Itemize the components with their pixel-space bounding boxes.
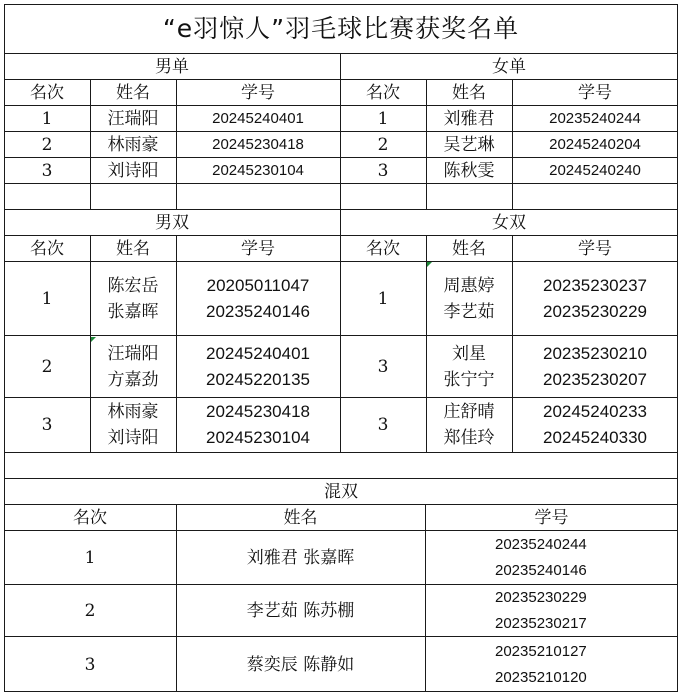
- player-id: 20235240146: [495, 562, 587, 579]
- mixed-doubles-rank: 3: [84, 654, 96, 675]
- womens-doubles-names: [426, 262, 512, 336]
- player-name: 张嘉晖: [107, 302, 159, 322]
- womens-singles-id: 20245240204: [549, 136, 641, 153]
- grid-line: [4, 335, 678, 336]
- player-id: 20245240330: [542, 428, 647, 447]
- mens-doubles-ids: [176, 262, 340, 336]
- womens-doubles-rank: 3: [377, 357, 389, 377]
- cell-marker-icon: [427, 262, 432, 267]
- mixed-doubles-names: 李艺茹 陈苏棚: [246, 601, 355, 621]
- womens-singles-name: 吴艺琳: [443, 135, 495, 155]
- womens-doubles-names: [426, 336, 512, 398]
- womens-singles-id-header: 学号: [578, 83, 612, 103]
- player-id: 20235210120: [495, 668, 587, 686]
- grid-line: [4, 183, 678, 184]
- mixed-doubles-rank: 2: [84, 601, 96, 621]
- grid-line: [4, 157, 678, 158]
- player-id: 20235210127: [495, 642, 587, 660]
- womens-doubles-rank: 3: [377, 415, 389, 435]
- grid-line: [90, 79, 91, 210]
- player-name: 李艺茹: [443, 302, 495, 322]
- mixed-doubles-ids: [425, 637, 678, 692]
- grid-line: [4, 478, 678, 479]
- mens-singles-name: 刘诗阳: [107, 161, 159, 181]
- grid-line: [4, 452, 678, 453]
- mens-doubles-id-header: 学号: [241, 239, 275, 259]
- mens-doubles-name-header: 姓名: [116, 239, 150, 259]
- grid-line: [176, 504, 177, 692]
- player-id: 20235230229: [495, 589, 587, 606]
- mixed-doubles-ids: [425, 531, 678, 585]
- grid-line: [4, 53, 678, 54]
- mens-doubles-rank: 2: [41, 357, 53, 377]
- womens-singles-name: 刘雅君: [443, 109, 495, 129]
- grid-line: [4, 261, 678, 262]
- womens-doubles-names: [426, 398, 512, 452]
- womens-singles-rank: 1: [377, 109, 389, 129]
- grid-line: [4, 397, 678, 398]
- womens-doubles-rank: 1: [377, 289, 389, 309]
- mens-singles-rank-header: 名次: [30, 83, 64, 103]
- womens-doubles-rank-header: 名次: [366, 239, 400, 259]
- womens-singles-rank-header: 名次: [366, 83, 400, 103]
- mens-doubles-names: [90, 262, 176, 336]
- player-id: 20245230418: [205, 402, 310, 421]
- womens-doubles-ids: [512, 262, 678, 336]
- player-id: 20245220135: [205, 370, 310, 389]
- womens-singles-rank: 2: [377, 135, 389, 155]
- cell-marker-icon: [91, 337, 96, 342]
- player-id: 20235230229: [542, 302, 647, 321]
- grid-line: [90, 235, 91, 453]
- grid-line: [4, 235, 678, 236]
- mens-doubles-ids: [176, 398, 340, 452]
- player-id: 20245230104: [205, 428, 310, 447]
- mens-singles-label: 男单: [155, 57, 189, 77]
- womens-doubles-ids: [512, 398, 678, 452]
- womens-singles-name-header: 姓名: [452, 83, 486, 103]
- player-name: 刘诗阳: [107, 428, 159, 448]
- mens-singles-rank: 1: [41, 109, 53, 129]
- womens-doubles-name-header: 姓名: [452, 239, 486, 259]
- mens-doubles-rank: 1: [41, 289, 53, 309]
- grid-line: [426, 235, 427, 453]
- mixed-doubles-names: 刘雅君 张嘉晖: [246, 548, 355, 568]
- mens-singles-rank: 2: [41, 135, 53, 155]
- grid-line: [4, 636, 678, 637]
- grid-line: [4, 79, 678, 80]
- award-list-sheet: [4, 4, 678, 692]
- grid-line: [426, 79, 427, 210]
- womens-singles-id: 20245240240: [549, 162, 641, 179]
- mixed-doubles-names: 蔡奕辰 陈静如: [246, 654, 355, 675]
- grid-line: [4, 530, 678, 531]
- player-name: 汪瑞阳: [107, 344, 159, 364]
- mens-singles-id: 20245230418: [212, 136, 304, 153]
- mixed-doubles-ids: [425, 585, 678, 637]
- mens-singles-name: 林雨豪: [107, 135, 159, 155]
- grid-line: [4, 584, 678, 585]
- player-name: 方嘉劲: [107, 370, 159, 390]
- womens-singles-id: 20235240244: [549, 110, 641, 127]
- mens-singles-id-header: 学号: [241, 83, 275, 103]
- mens-doubles-rank: 3: [41, 415, 53, 435]
- grid-line: [4, 209, 678, 210]
- player-id: 20235240146: [205, 302, 310, 321]
- grid-line: [176, 79, 177, 210]
- player-name: 周惠婷: [443, 276, 495, 296]
- grid-line: [512, 79, 513, 210]
- mens-doubles-ids: [176, 336, 340, 398]
- mixed-doubles-rank-header: 名次: [73, 508, 107, 528]
- player-id: 20235230217: [495, 615, 587, 632]
- player-id: 20205011047: [206, 276, 310, 295]
- mixed-doubles-rank: 1: [84, 548, 96, 568]
- player-id: 20235230237: [542, 276, 647, 295]
- player-id: 20235230207: [542, 370, 647, 389]
- player-name: 陈宏岳: [107, 276, 159, 296]
- mixed-doubles-name-header: 姓名: [283, 508, 318, 528]
- womens-doubles-id-header: 学号: [578, 239, 612, 259]
- womens-singles-name: 陈秋雯: [443, 161, 495, 181]
- mens-singles-name: 汪瑞阳: [107, 109, 159, 129]
- mens-singles-id: 20245230104: [212, 162, 304, 179]
- player-name: 郑佳玲: [443, 428, 495, 448]
- player-name: 林雨豪: [107, 402, 159, 422]
- womens-doubles-label: 女双: [492, 213, 526, 233]
- womens-doubles-ids: [512, 336, 678, 398]
- player-name: 庄舒晴: [443, 402, 495, 422]
- mens-doubles-label: 男双: [155, 213, 189, 233]
- mixed-doubles-label: 混双: [324, 482, 358, 502]
- grid-line: [4, 105, 678, 106]
- grid-line: [425, 504, 426, 692]
- grid-line: [4, 504, 678, 505]
- player-name: 张宁宁: [443, 370, 495, 390]
- womens-singles-label: 女单: [492, 57, 526, 77]
- sheet-title: “e羽惊人”羽毛球比赛获奖名单: [162, 14, 520, 43]
- player-id: 20245240401: [205, 344, 310, 363]
- player-id: 20235230210: [542, 344, 647, 363]
- mixed-doubles-id-header: 学号: [534, 508, 569, 528]
- grid-line: [512, 235, 513, 453]
- mens-doubles-names: [90, 336, 176, 398]
- mens-doubles-rank-header: 名次: [30, 239, 64, 259]
- mens-doubles-names: [90, 398, 176, 452]
- womens-singles-rank: 3: [377, 161, 389, 181]
- mens-singles-id: 20245240401: [212, 110, 304, 127]
- grid-line: [340, 53, 341, 453]
- player-id: 20235240244: [495, 536, 587, 553]
- grid-line: [4, 131, 678, 132]
- player-id: 20245240233: [542, 402, 647, 421]
- mens-singles-rank: 3: [41, 161, 53, 181]
- mens-singles-name-header: 姓名: [116, 83, 150, 103]
- player-name: 刘星: [452, 344, 486, 364]
- grid-line: [176, 235, 177, 453]
